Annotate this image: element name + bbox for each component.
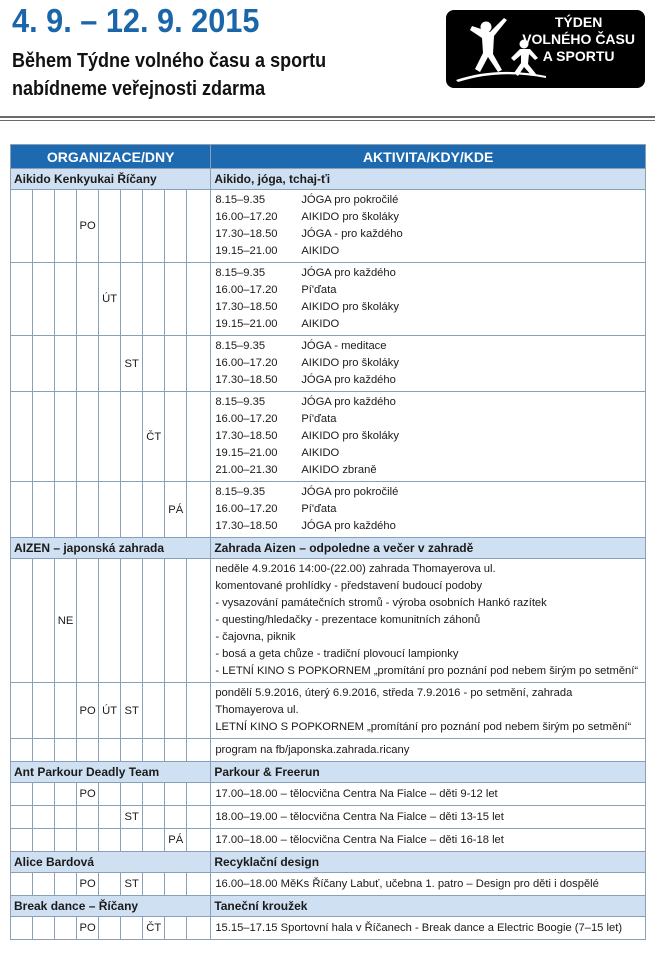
day-label: ST (121, 873, 143, 896)
list-item: 21.00–21.30 AIKIDO zbraně (215, 464, 377, 476)
activity-text: 17.00–18.00 – tělocvična Centra Na Fialce – děti 16-18 let (211, 829, 646, 852)
list-item: komentované prohlídky - představení budoucí podoby (215, 580, 483, 592)
column-header-organization: ORGANIZACE/DNY (11, 145, 211, 169)
list-item: 19.15–21.00 AIKIDO (215, 447, 340, 459)
day-label: ÚT (99, 683, 121, 739)
org-name: Ant Parkour Deadly Team (11, 762, 211, 783)
subtitle-line-2: nabídneme veřejnosti zdarma (12, 78, 266, 100)
table-header-row (11, 145, 646, 169)
list-item: - LETNÍ KINO S POPKORNEM „promítání pro poznání pod nebem širým po setmění“ (215, 665, 639, 677)
org-name: Alice Bardová (11, 852, 211, 873)
day-label: PÁ (165, 482, 187, 538)
schedule-row (11, 263, 646, 336)
header-divider-thin (0, 120, 655, 121)
org-row-parkour (11, 762, 646, 783)
activity-list (211, 482, 646, 538)
schedule-row (11, 683, 646, 739)
day-label: ÚT (99, 263, 121, 336)
list-item: 8.15–9.35 JÓGA pro každého (215, 396, 396, 408)
list-item: 8.15–9.35 JÓGA pro pokročilé (215, 194, 399, 206)
activity-text: 17.00–18.00 – tělocvična Centra Na Fialce – děti 9-12 let (211, 783, 646, 806)
list-item: 17.30–18.50 JÓGA - pro každého (215, 228, 403, 240)
org-row-aizen (11, 538, 646, 559)
list-item: 19.15–21.00 AIKIDO (215, 245, 340, 257)
schedule-row (11, 559, 646, 683)
schedule-row (11, 829, 646, 852)
org-row-breakdance (11, 896, 646, 917)
day-label: NE (55, 559, 77, 683)
day-label: PO (77, 873, 99, 896)
list-item: 8.15–9.35 JÓGA - meditace (215, 340, 387, 352)
program-link-text: program na fb/japonska.zahrada.ricany (211, 739, 646, 762)
day-label: ČT (143, 392, 165, 482)
schedule-row (11, 392, 646, 482)
schedule-row (11, 739, 646, 762)
list-item: - čajovna, piknik (215, 631, 296, 643)
activity-text: 18.00–19.00 – tělocvična Centra Na Fialce – děti 13-15 let (211, 806, 646, 829)
schedule-row (11, 917, 646, 940)
schedule-row (11, 806, 646, 829)
activity-title: Zahrada Aizen – odpoledne a večer v zahradě (211, 538, 646, 559)
list-item: 8.15–9.35 JÓGA pro každého (215, 267, 396, 279)
list-item: 17.30–18.50 AIKIDO pro školáky (215, 430, 399, 442)
list-item: 8.15–9.35 JÓGA pro pokročilé (215, 486, 399, 498)
org-row-aikido (11, 169, 646, 190)
activity-list (211, 683, 646, 739)
schedule-row (11, 783, 646, 806)
activity-list (211, 336, 646, 392)
day-label: ST (121, 336, 143, 392)
activity-title: Parkour & Freerun (211, 762, 646, 783)
list-item: 17.30–18.50 JÓGA pro každého (215, 374, 396, 386)
org-name: AIZEN – japonská zahrada (11, 538, 211, 559)
schedule-row (11, 190, 646, 263)
activity-title: Recyklační design (211, 852, 646, 873)
activity-list (211, 559, 646, 683)
list-item: 16.00–17.20 Pí'ďata (215, 284, 337, 296)
column-header-activity: AKTIVITA/KDY/KDE (211, 145, 646, 169)
list-item: 17.30–18.50 JÓGA pro každého (215, 520, 396, 532)
activity-text: 15.15–17.15 Sportovní hala v Říčanech - Break dance a Electric Boogie (7–15 let) (211, 917, 646, 940)
header-divider (0, 116, 655, 118)
activity-list (211, 392, 646, 482)
org-name: Break dance – Říčany (11, 896, 211, 917)
logo-text: TÝDEN VOLNÉHO ČASU A SPORTU (522, 14, 635, 64)
day-label: PO (77, 917, 99, 940)
activity-title: Taneční kroužek (211, 896, 646, 917)
list-item: 16.00–17.20 AIKIDO pro školáky (215, 211, 399, 223)
activity-list (211, 263, 646, 336)
list-item: 16.00–17.20 AIKIDO pro školáky (215, 357, 399, 369)
activity-list (211, 190, 646, 263)
schedule-row (11, 336, 646, 392)
list-item: neděle 4.9.2016 14:00-(22.00) zahrada Thomayerova ul. (215, 563, 496, 575)
list-item: 17.30–18.50 AIKIDO pro školáky (215, 301, 399, 313)
day-label: ST (121, 683, 143, 739)
day-label: ST (121, 806, 143, 829)
event-logo (446, 10, 645, 88)
day-label: PO (77, 783, 99, 806)
schedule-row (11, 482, 646, 538)
activity-title: Aikido, jóga, tchaj-ťi (211, 169, 646, 190)
schedule-row (11, 873, 646, 896)
activity-text: 16.00–18.00 MěKs Říčany Labuť, učebna 1. patro – Design pro děti i dospělé (211, 873, 646, 896)
page-header (0, 0, 655, 125)
list-item: - bosá a geta chůze - tradiční plovoucí lampionky (215, 648, 459, 660)
day-label: PO (77, 190, 99, 263)
day-label: PÁ (165, 829, 187, 852)
org-name: Aikido Kenkyukai Říčany (11, 169, 211, 190)
list-item: - questing/hledačky - prezentace komunitních záhonů (215, 614, 481, 626)
list-item: 19.15–21.00 AIKIDO (215, 318, 340, 330)
day-label: ČT (143, 917, 165, 940)
list-item: Thomayerova ul. (215, 704, 299, 716)
list-item: LETNÍ KINO S POPKORNEM „promítání pro poznání pod nebem širým po setmění“ (215, 721, 632, 733)
date-range-title: 4. 9. – 12. 9. 2015 (12, 2, 260, 39)
list-item: 16.00–17.20 Pí'ďata (215, 503, 337, 515)
list-item: pondělí 5.9.2016, úterý 6.9.2016, středa 7.9.2016 - po setmění, zahrada (215, 687, 573, 699)
org-row-alice (11, 852, 646, 873)
schedule-table (10, 144, 646, 940)
subtitle-line-1: Během Týdne volného času a sportu (12, 50, 327, 72)
day-label: PO (77, 683, 99, 739)
list-item: 16.00–17.20 Pí'ďata (215, 413, 337, 425)
list-item: - vysazování památečních stromů - výroba osobních Hankó razítek (215, 597, 547, 609)
